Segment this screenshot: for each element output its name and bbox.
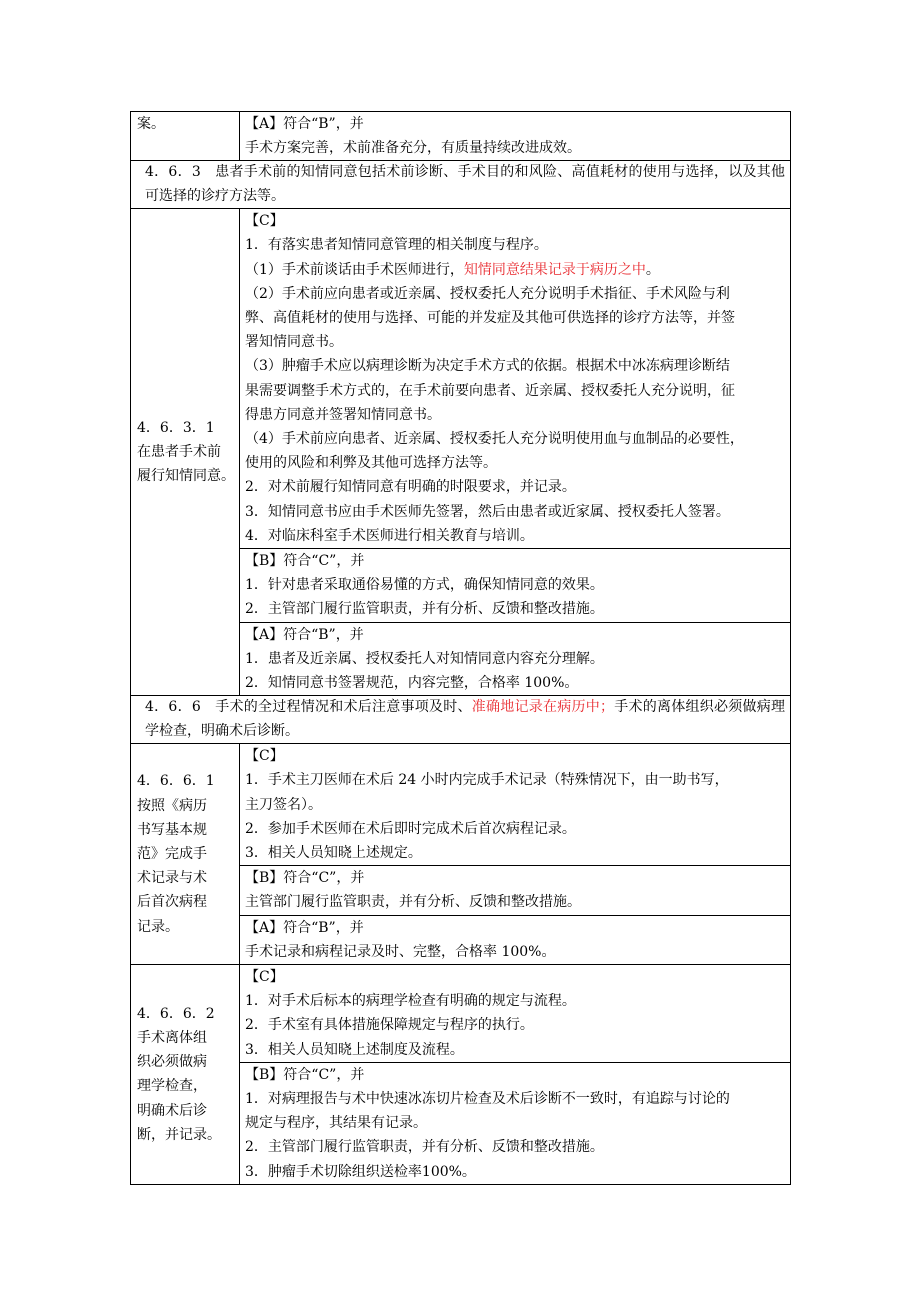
table-row xyxy=(131,209,791,549)
grade-b-cell: 【B】符合“C”，并 1．针对患者采取通俗易懂的方式，确保知情同意的效果。 2．主管部门履行监管职责，并有分析、反馈和整改措施。 xyxy=(240,549,791,623)
section-row-4-6-3 xyxy=(131,161,791,209)
grade-c-heading: 【C】 xyxy=(245,968,284,985)
highlighted-text: 知情同意结果记录于病历之中 xyxy=(463,261,646,278)
grade-b-heading: 【B】符合“C”，并 xyxy=(245,870,365,887)
table-row xyxy=(131,112,791,161)
grade-a-cell: 【A】符合“B”，并 手术记录和病程记录及时、完整，合格率 100%。 xyxy=(240,915,791,964)
table-row xyxy=(131,964,791,1062)
item-title: 4．6．6．1 按照《病历 书写基本规 范》完成手 术记录与术 后首次病程 记录。 xyxy=(137,773,215,935)
item-title: 4．6．3．1 在患者手术前 履行知情同意。 xyxy=(137,419,235,485)
grade-b-heading: 【B】符合“C”，并 xyxy=(245,553,365,570)
grade-a-cell: 【A】符合“B”，并 1．患者及近亲属、授权委托人对知情同意内容充分理解。 2．知情同意书签署规范，内容完整，合格率 100%。 xyxy=(240,622,791,696)
criterion-line: 手术方案完善，术前准备充分，有质量持续改进成效。 xyxy=(245,140,581,157)
item-title: 4．6．6．2 手术离体组 织必须做病 理学检查， 明确术后诊 断，并记录。 xyxy=(137,1005,221,1143)
grade-c-cell: 【C】 1．手术主刀医师在术后 24 小时内完成手术记录（特殊情况下，由一助书写， 主刀签名）。 2．参加手术医师在术后即时完成术后首次病程记录。 3．相关人员知晓上述规定。 xyxy=(240,744,791,866)
item-cell xyxy=(131,209,240,696)
grade-c-heading: 【C】 xyxy=(245,748,284,765)
highlighted-text: 准确地记录在病历中； xyxy=(471,699,614,716)
table-row xyxy=(131,744,791,866)
grade-c-cell: 【C】 1．有落实患者知情同意管理的相关制度与程序。 （1）手术前谈话由手术医师进行，知情同意结果记录于病历之中。 （2）手术前应向患者或近亲属、授权委托人充分说明手术指征、手术风险与利 弊、高值耗材的使用与选择、可能的并发症及其他可供选择的诊疗方法等，并签 署知情同意书。 （3）肿瘤手术应以病理诊断为决定手术方式的依据。根据术中冰冻病理诊断结 果需要调整手术方式的，在手术前要向患者、近亲属、授权委托人充分说明，征 得患方同意并签署知情同意书。 （4）手术前应向患者、近亲属、授权委托人充分说明使用血与血制品的必要性， 使用的风险和利弊及其他可选择方法等。 2．对术前履行知情同意有明确的时限要求，并记录。 3．知情同意书应由手术医师先签署，然后由患者或近家属、授权委托人签署。 4．对临床科室手术医师进行相关教育与培训。 xyxy=(240,209,791,549)
item-cell: 案。 xyxy=(131,112,240,161)
grade-b-cell: 【B】符合“C”，并 主管部门履行监管职责，并有分析、反馈和整改措施。 xyxy=(240,866,791,915)
grade-a-heading: 【A】符合“B”，并 xyxy=(245,116,364,132)
grade-c-heading: 【C】 xyxy=(245,213,284,230)
grade-c-cell: 【C】 1．对手术后标本的病理学检查有明确的规定与流程。 2．手术室有具体措施保障规定与程序的执行。 3．相关人员知晓上述制度及流程。 xyxy=(240,964,791,1062)
section-heading: 4．6．3 患者手术前的知情同意包括术前诊断、手术目的和风险、高值耗材的使用与选择，以及其他可选择的诊疗方法等。 xyxy=(145,164,785,204)
grade-a-heading: 【A】符合“B”，并 xyxy=(245,626,364,643)
section-heading: 4．6．6 手术的全过程情况和术后注意事项及时、准确地记录在病历中；手术的离体组织必须做病理学检查，明确术后诊断。 xyxy=(145,699,786,739)
section-row-4-6-6 xyxy=(131,696,791,744)
grade-b-cell: 【B】符合“C”，并 1．对病理报告与术中快速冰冻切片检查及术后诊断不一致时，有追踪与讨论的 规定与程序，其结果有记录。 2．主管部门履行监管职责，并有分析、反馈和整改措施。 3．肿瘤手术切除组织送检率100%。 xyxy=(240,1062,791,1184)
item-cell xyxy=(131,744,240,965)
standards-table xyxy=(130,111,791,1185)
criterion-line: （1）手术前谈话由手术医师进行，知情同意结果记录于病历之中。 xyxy=(245,261,660,278)
grade-a-heading: 【A】符合“B”，并 xyxy=(245,919,364,936)
grade-a-cell xyxy=(240,112,791,161)
item-cell xyxy=(131,964,240,1184)
grade-b-heading: 【B】符合“C”，并 xyxy=(245,1066,365,1083)
